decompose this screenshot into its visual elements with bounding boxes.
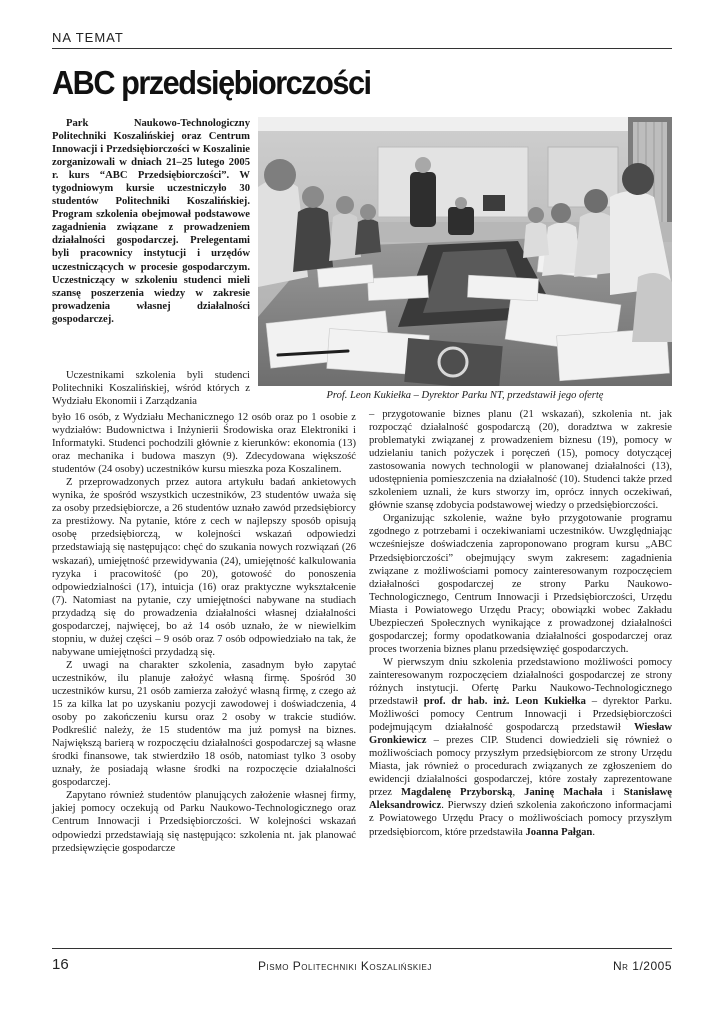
left-column (52, 411, 356, 855)
article-lead (52, 117, 250, 326)
speaker-name: Magdalenę Przyborską (400, 787, 513, 799)
speaker-name: Janinę Machała (524, 787, 603, 799)
issue-number: Nr 1/2005 (613, 959, 672, 973)
text-run: . Pierwszy dzień szkolenia zakończono informacjami z Powiatowego Urzędu Pracy o możliwościach pomocy przyszłym przedsiębiorcom, które przedstawiła (369, 800, 672, 838)
paragraph: było 16 osób, z Wydziału Mechanicznego 12 osób oraz po 1 osobie z wydziałów: Budownictwa i Inżynierii Środowiska oraz Elektroniki i Informatyki. Studenci pochodzili głównie z kierunków: ekonomia (13) oraz mechanika i budowa maszyn (9). Zdecydowana większość studentów (24 osoby) uczestników kursu mieszka poza Koszalinem. (52, 412, 356, 476)
text-run: – dyrektor Parku. Możliwości pomocy Centrum Innowacji i Przedsiębiorczości podejmującym działalność gospodarczą przedstawił (369, 696, 672, 734)
seminar-photo (258, 117, 672, 386)
article-title: ABC przedsiębiorczości (52, 64, 371, 101)
lead-paragraph: Park Naukowo-Technologiczny Politechniki Koszalińskiej oraz Centrum Innowacji i Przedsiębiorczości w Koszalinie zorganizowali w dniach 21–25 lutego 2005 r. kurs “ABC Przedsiębiorczości”. W tygodniowym kursie uczestniczyło 30 studentów Politechniki Koszalińskiej. Program szkolenia obejmował podstawowe zagadnienia związane z prowadzeniem działalności gospodarczej. Prelegentami byli pracownicy instytucji i urzędów uczestniczących w procesie gospodarczym. Uczestniczący w szkoleniu studenci mieli szansę poszerzenia wiedzy w zakresie prowadzenia własnej działalności gospodarczej. (52, 118, 250, 325)
paragraph: – przygotowanie biznes planu (21 wskazań), szkolenia nt. jak rozpocząć działalność gospodarczą (20), doradztwa w zakresie problematyki związanej z prowadzeniem biznesu (19), pomocy w udzielaniu tanich pożyczek i poręczeń (15), pomocy dotyczącej zastosowania nowych technologii w planowanej działalności (13), udostępnienia pomieszczenia na działalność (10). Studenci także przed szkoleniem uznali, że kurs stworzy im, oprócz innych oczekiwań, głównie szansę zdobycia podstawowej wiedzy o przedsiębiorczości. (369, 409, 672, 512)
text-run: . (592, 826, 595, 838)
speaker-name: prof. dr hab. inż. Leon Kukiełka (423, 696, 586, 708)
paragraph: Z przeprowadzonych przez autora artykułu badań ankietowych wynika, że spośród wszystkich uczestników, 23 studentów uważa się za osoby przedsiębiorcze, a 26 studentów uznało zawód przedsiębiorcy za prestiżowy. Na pytanie, które z cech w najlepszy sposób opisują osobę przedsiębiorczą, w kolejności wskazań odpowiedzi przedstawiają się następująco: chęć do szukania nowych rozwiązań (26 wskazań), umiejętność przewidywania (24), umiejętność kalkulowania ryzyka i pracowitość (po 20), gotowość do ponoszenia odpowiedzialności (17), intuicja (16) oraz praktyczne wykształcenie (7). Natomiast na pytanie, czy umiejętności nabywane na studiach przydadzą się do prowadzenia działalności własnej działalności gospodarczej, najwięcej, bo aż 14 osób uznało, że w niewielkim stopniu, w dużej części – 9 osób oraz 7 osób odpowiedziało na tak, że nabywane umiejętności przydadzą się. (52, 477, 356, 658)
paragraph: Organizując szkolenie, ważne było przygotowanie programu zgodnego z potrzebami i oczekiwaniami uczestników. Uwzględniając wcześniejsze doświadczenia zaproponowano program kursu „ABC Przedsiębiorczości” obejmujący swym zakresem: zagadnienia związane z możliwościami pomocy zainteresowanym rozpoczęciem działalności gospodarczej ze strony Parku Naukowo-Technologicznego, Centrum Innowacji i Przedsiębiorczości, Urzędu Miasta i Powiatowego Urzędu Pracy; obowiązki wobec Zakładu Ubezpieczeń Społecznych wynikające z prowadzonej działalności gospodarczej; formy opodatkowania działalności gospodarczej oraz proces tworzenia biznes planu przedsięwzięć gospodarczych. (369, 513, 672, 655)
photo-figure (258, 117, 672, 402)
text-run: W pierwszym dniu szkolenia przedstawiono możliwości pomocy zainteresowanym rozpoczęciem działalności gospodarczej ze strony różnych instytucji. Ofertę Parku Naukowo-Technologicznego przedstawił (369, 656, 672, 708)
left-column-upper (52, 369, 250, 408)
paragraph (369, 656, 672, 839)
text-run: i (602, 787, 624, 799)
footer-rule (52, 948, 672, 949)
section-label: NA TEMAT (52, 30, 124, 45)
journal-name: Pismo Politechniki Koszalińskiej (258, 959, 432, 973)
text-run: , (512, 787, 525, 799)
photo-caption: Prof. Leon Kukiełka – Dyrektor Parku NT, przedstawił jego ofertę (326, 390, 604, 401)
page-number: 16 (52, 956, 69, 973)
text-run: – prezes CIP. Studenci dowiedzieli się również o możliwościach pomocy przyszłym przedsiębiorcom ze strony Urzędu Miasta, jak również o procedurach związanych ze zgłoszeniem do ewidencji działalności gospodarczej, które zostały zaprezentowane przez (369, 735, 672, 799)
right-column (369, 408, 672, 839)
paragraph: Zapytano również studentów planujących założenie własnej firmy, jakiej pomocy oczekują od Parku Naukowo-Technologicznego oraz Centrum Innowacji i Przedsiębiorczości. W kolejności wskazań odpowiedzi przedstawiają się następująco: szkolenia nt. jak planować przedsięwzięcie gospodarcze (52, 790, 356, 854)
speaker-name: Wiesław Gronkiewicz (369, 722, 672, 747)
paragraph: Uczestnikami szkolenia byli studenci Politechniki Koszalińskiej, wśród których z Wydziału Ekonomii i Zarządzania (52, 370, 250, 408)
speaker-name: Stanisławę Aleksandrowicz (369, 787, 672, 812)
speaker-name: Joanna Pałgan (525, 826, 593, 838)
header-rule (52, 48, 672, 49)
paragraph: Z uwagi na charakter szkolenia, zasadnym było zapytać uczestników, ilu planuje założyć własną firmę. Spośród 30 uczestników kursu, 21 osób zamierza założyć własną firmę, z czego aż 15 za kilka lat po uzyskaniu pozycji zawodowej i doświadczenia, 4 osoby po zakończeniu kursu oraz 2 osoby w trakcie studiów. Podkreślić należy, że 15 studentów ma już pomysł na biznes. Największą barierą w rozpoczęciu działalności gospodarczej są własne środki finansowe, tak stwierdziło 18 osób, natomiast tylko 3 osoby uznały, że posiadają własne środki na rozpoczęcie działalności gospodarczej. (52, 659, 356, 789)
